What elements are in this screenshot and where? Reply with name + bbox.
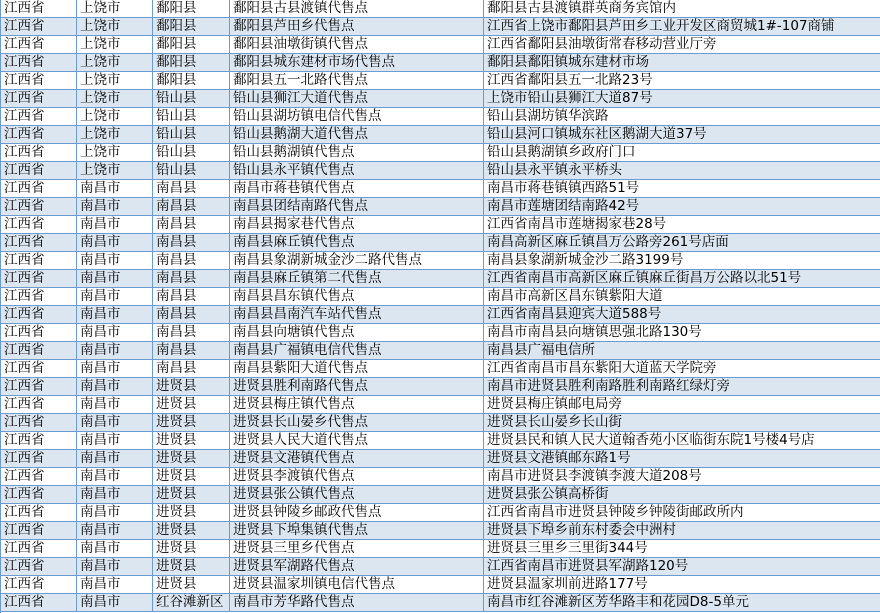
- table-row: [1, 144, 880, 162]
- cell-province[interactable]: 江西省: [1, 270, 77, 288]
- table-row: [1, 432, 880, 450]
- cell-county[interactable]: 进贤县: [153, 558, 230, 576]
- cell-city[interactable]: 上饶市: [77, 90, 153, 108]
- cell-county[interactable]: 南昌县: [153, 324, 230, 342]
- cell-county[interactable]: 进贤县: [153, 414, 230, 432]
- cell-city[interactable]: 南昌市: [77, 450, 153, 468]
- cell-city[interactable]: 南昌市: [77, 594, 153, 612]
- cell-address[interactable]: 江西省南昌市进贤县钟陵乡钟陵街邮政所内: [484, 504, 880, 522]
- cell-outlet[interactable]: 鄱阳县芦田乡代售点: [230, 18, 484, 36]
- table-row: [1, 558, 880, 576]
- cell-city[interactable]: 南昌市: [77, 360, 153, 378]
- cell-province[interactable]: 江西省: [1, 198, 77, 216]
- cell-outlet[interactable]: 鄱阳县五一北路代售点: [230, 72, 484, 90]
- cell-address[interactable]: 江西省上饶市鄱阳县芦田乡工业开发区商贸城1#-107商铺: [484, 18, 880, 36]
- table-row: [1, 72, 880, 90]
- cell-outlet[interactable]: 进贤县文港镇代售点: [230, 450, 484, 468]
- cell-county[interactable]: 鄱阳县: [153, 0, 230, 18]
- cell-province[interactable]: 江西省: [1, 0, 77, 18]
- cell-province[interactable]: 江西省: [1, 18, 77, 36]
- cell-address[interactable]: 鄱阳县古县渡镇群英商务宾馆内: [484, 0, 880, 18]
- cell-outlet[interactable]: 铅山县鹅湖大道代售点: [230, 126, 484, 144]
- cell-outlet[interactable]: 铅山县永平镇代售点: [230, 162, 484, 180]
- cell-outlet[interactable]: 南昌县广福镇电信代售点: [230, 342, 484, 360]
- cell-address[interactable]: 南昌县象湖新城金沙二路3199号: [484, 252, 880, 270]
- cell-county[interactable]: 南昌县: [153, 252, 230, 270]
- cell-city[interactable]: 南昌市: [77, 432, 153, 450]
- cell-city[interactable]: 上饶市: [77, 0, 153, 18]
- table-row: [1, 414, 880, 432]
- cell-city[interactable]: 南昌市: [77, 576, 153, 594]
- cell-province[interactable]: 江西省: [1, 396, 77, 414]
- cell-county[interactable]: 鄱阳县: [153, 18, 230, 36]
- cell-outlet[interactable]: 铅山县鹅湖镇代售点: [230, 144, 484, 162]
- cell-address[interactable]: 江西省南昌市昌东紫阳大道蓝天学院旁: [484, 360, 880, 378]
- table-row: [1, 306, 880, 324]
- cell-outlet[interactable]: 进贤县李渡镇代售点: [230, 468, 484, 486]
- table-row: [1, 216, 880, 234]
- table-row: [1, 270, 880, 288]
- cell-province[interactable]: 江西省: [1, 36, 77, 54]
- cell-outlet[interactable]: 南昌县紫阳大道代售点: [230, 360, 484, 378]
- cell-province[interactable]: 江西省: [1, 360, 77, 378]
- table-row: [1, 576, 880, 594]
- table-row: [1, 90, 880, 108]
- cell-address[interactable]: 进贤县下埠乡前东村委会中洲村: [484, 522, 880, 540]
- cell-city[interactable]: 南昌市: [77, 558, 153, 576]
- cell-outlet[interactable]: 南昌县昌东镇代售点: [230, 288, 484, 306]
- cell-address[interactable]: 铅山县河口镇城东社区鹅湖大道37号: [484, 126, 880, 144]
- table-row: [1, 540, 880, 558]
- cell-city[interactable]: 南昌市: [77, 522, 153, 540]
- table-row: [1, 54, 880, 72]
- cell-province[interactable]: 江西省: [1, 234, 77, 252]
- cell-outlet[interactable]: 进贤县人民大道代售点: [230, 432, 484, 450]
- cell-county[interactable]: 南昌县: [153, 270, 230, 288]
- cell-city[interactable]: 南昌市: [77, 378, 153, 396]
- cell-county[interactable]: 进贤县: [153, 576, 230, 594]
- table-row: [1, 0, 880, 18]
- cell-city[interactable]: 南昌市: [77, 396, 153, 414]
- cell-address[interactable]: 铅山县永平镇永平桥头: [484, 162, 880, 180]
- cell-province[interactable]: 江西省: [1, 540, 77, 558]
- cell-address[interactable]: 江西省南昌市高新区麻丘镇麻丘街昌万公路以北51号: [484, 270, 880, 288]
- table-row: [1, 198, 880, 216]
- cell-address[interactable]: 江西省鄱阳县五一北路23号: [484, 72, 880, 90]
- cell-city[interactable]: 南昌市: [77, 234, 153, 252]
- table-row: [1, 504, 880, 522]
- cell-address[interactable]: 进贤县张公镇高桥街: [484, 486, 880, 504]
- cell-outlet[interactable]: 南昌县昌南汽车站代售点: [230, 306, 484, 324]
- table-row: [1, 594, 880, 612]
- cell-city[interactable]: 南昌市: [77, 288, 153, 306]
- table-row: [1, 396, 880, 414]
- cell-province[interactable]: 江西省: [1, 288, 77, 306]
- table-row: [1, 180, 880, 198]
- cell-province[interactable]: 江西省: [1, 162, 77, 180]
- cell-county[interactable]: 进贤县: [153, 396, 230, 414]
- cell-county[interactable]: 鄱阳县: [153, 72, 230, 90]
- cell-province[interactable]: 江西省: [1, 450, 77, 468]
- cell-province[interactable]: 江西省: [1, 432, 77, 450]
- cell-province[interactable]: 江西省: [1, 378, 77, 396]
- cell-city[interactable]: 南昌市: [77, 342, 153, 360]
- cell-address[interactable]: 南昌市莲塘团结南路42号: [484, 198, 880, 216]
- cell-county[interactable]: 南昌县: [153, 234, 230, 252]
- cell-address[interactable]: 进贤县长山晏乡长山街: [484, 414, 880, 432]
- cell-city[interactable]: 南昌市: [77, 324, 153, 342]
- table-row: [1, 36, 880, 54]
- cell-outlet[interactable]: 铅山县狮江大道代售点: [230, 90, 484, 108]
- cell-city[interactable]: 南昌市: [77, 414, 153, 432]
- cell-outlet[interactable]: 南昌县向塘镇代售点: [230, 324, 484, 342]
- cell-province[interactable]: 江西省: [1, 180, 77, 198]
- cell-outlet[interactable]: 南昌市蒋巷镇代售点: [230, 180, 484, 198]
- cell-county[interactable]: 红谷滩新区: [153, 594, 230, 612]
- table-row: [1, 378, 880, 396]
- cell-county[interactable]: 南昌县: [153, 306, 230, 324]
- cell-outlet[interactable]: 进贤县温家圳镇电信代售点: [230, 576, 484, 594]
- cell-city[interactable]: 南昌市: [77, 504, 153, 522]
- cell-city[interactable]: 南昌市: [77, 468, 153, 486]
- cell-outlet[interactable]: 进贤县下埠集镇代售点: [230, 522, 484, 540]
- cell-address[interactable]: 铅山县鹅湖镇乡政府门口: [484, 144, 880, 162]
- cell-county[interactable]: 铅山县: [153, 144, 230, 162]
- cell-outlet[interactable]: 南昌市芳华路代售点: [230, 594, 484, 612]
- cell-city[interactable]: 上饶市: [77, 108, 153, 126]
- cell-address[interactable]: 进贤县三里乡三里街344号: [484, 540, 880, 558]
- table-row: [1, 360, 880, 378]
- cell-city[interactable]: 南昌市: [77, 270, 153, 288]
- cell-province[interactable]: 江西省: [1, 252, 77, 270]
- cell-county[interactable]: 南昌县: [153, 216, 230, 234]
- table-row: [1, 252, 880, 270]
- cell-outlet[interactable]: 鄱阳县油墩街镇代售点: [230, 36, 484, 54]
- cell-county[interactable]: 鄱阳县: [153, 36, 230, 54]
- cell-address[interactable]: 南昌市进贤县胜利南路胜利南路红绿灯旁: [484, 378, 880, 396]
- table-row: [1, 108, 880, 126]
- cell-county[interactable]: 进贤县: [153, 432, 230, 450]
- cell-county[interactable]: 鄱阳县: [153, 54, 230, 72]
- table-row: [1, 342, 880, 360]
- cell-city[interactable]: 南昌市: [77, 540, 153, 558]
- cell-province[interactable]: 江西省: [1, 216, 77, 234]
- cell-address[interactable]: 南昌市进贤县李渡镇李渡大道208号: [484, 468, 880, 486]
- cell-county[interactable]: 进贤县: [153, 450, 230, 468]
- table-row: [1, 486, 880, 504]
- cell-address[interactable]: 进贤县温家圳前进路177号: [484, 576, 880, 594]
- cell-address[interactable]: 南昌高新区麻丘镇昌万公路旁261号店面: [484, 234, 880, 252]
- cell-address[interactable]: 上饶市铅山县狮江大道87号: [484, 90, 880, 108]
- cell-province[interactable]: 江西省: [1, 342, 77, 360]
- cell-outlet[interactable]: 进贤县军湖路代售点: [230, 558, 484, 576]
- table-row: [1, 288, 880, 306]
- cell-address[interactable]: 江西省南昌县迎宾大道588号: [484, 306, 880, 324]
- cell-outlet[interactable]: 南昌县麻丘镇第二代售点: [230, 270, 484, 288]
- cell-county[interactable]: 进贤县: [153, 468, 230, 486]
- cell-province[interactable]: 江西省: [1, 306, 77, 324]
- table-row: [1, 234, 880, 252]
- cell-outlet[interactable]: 进贤县钟陵乡邮政代售点: [230, 504, 484, 522]
- cell-address[interactable]: 南昌县广福电信所: [484, 342, 880, 360]
- cell-outlet[interactable]: 进贤县梅庄镇代售点: [230, 396, 484, 414]
- table-row: [1, 468, 880, 486]
- cell-province[interactable]: 江西省: [1, 522, 77, 540]
- cell-province[interactable]: 江西省: [1, 594, 77, 612]
- cell-address[interactable]: 进贤县文港镇邮东路1号: [484, 450, 880, 468]
- cell-outlet[interactable]: 进贤县胜利南路代售点: [230, 378, 484, 396]
- cell-city[interactable]: 南昌市: [77, 198, 153, 216]
- table-row: [1, 450, 880, 468]
- cell-outlet[interactable]: 鄱阳县城东建材市场代售点: [230, 54, 484, 72]
- cell-address[interactable]: 南昌市红谷滩新区芳华路丰和花园D8-5单元: [484, 594, 880, 612]
- cell-outlet[interactable]: 南昌县揭家巷代售点: [230, 216, 484, 234]
- table-row: [1, 126, 880, 144]
- cell-province[interactable]: 江西省: [1, 90, 77, 108]
- cell-county[interactable]: 进贤县: [153, 540, 230, 558]
- cell-outlet[interactable]: 南昌县团结南路代售点: [230, 198, 484, 216]
- cell-county[interactable]: 进贤县: [153, 378, 230, 396]
- cell-city[interactable]: 上饶市: [77, 54, 153, 72]
- cell-address[interactable]: 鄱阳县鄱阳镇城东建材市场: [484, 54, 880, 72]
- cell-county[interactable]: 南昌县: [153, 360, 230, 378]
- cell-county[interactable]: 进贤县: [153, 522, 230, 540]
- cell-county[interactable]: 南昌县: [153, 180, 230, 198]
- cell-address[interactable]: 江西省南昌市莲塘揭家巷28号: [484, 216, 880, 234]
- cell-outlet[interactable]: 铅山县湖坊镇电信代售点: [230, 108, 484, 126]
- cell-county[interactable]: 铅山县: [153, 162, 230, 180]
- cell-address[interactable]: 江西省南昌市进贤县军湖路120号: [484, 558, 880, 576]
- cell-outlet[interactable]: 鄱阳县古县渡镇代售点: [230, 0, 484, 18]
- cell-city[interactable]: 南昌市: [77, 306, 153, 324]
- cell-outlet[interactable]: 南昌县麻丘镇代售点: [230, 234, 484, 252]
- cell-address[interactable]: 进贤县民和镇人民大道翰香苑小区临街东院1号楼4号店: [484, 432, 880, 450]
- cell-city[interactable]: 上饶市: [77, 144, 153, 162]
- cell-city[interactable]: 南昌市: [77, 216, 153, 234]
- cell-city[interactable]: 南昌市: [77, 180, 153, 198]
- cell-county[interactable]: 铅山县: [153, 126, 230, 144]
- table-row: [1, 324, 880, 342]
- cell-province[interactable]: 江西省: [1, 144, 77, 162]
- table-row: [1, 522, 880, 540]
- table-row: [1, 162, 880, 180]
- cell-address[interactable]: 南昌市南昌县向塘镇思强北路130号: [484, 324, 880, 342]
- cell-county[interactable]: 南昌县: [153, 342, 230, 360]
- cell-outlet[interactable]: 进贤县三里乡代售点: [230, 540, 484, 558]
- cell-county[interactable]: 铅山县: [153, 108, 230, 126]
- cell-city[interactable]: 南昌市: [77, 252, 153, 270]
- cell-address[interactable]: 南昌市高新区昌东镇紫阳大道: [484, 288, 880, 306]
- cell-county[interactable]: 南昌县: [153, 288, 230, 306]
- cell-city[interactable]: 上饶市: [77, 72, 153, 90]
- cell-province[interactable]: 江西省: [1, 576, 77, 594]
- cell-city[interactable]: 上饶市: [77, 126, 153, 144]
- cell-city[interactable]: 上饶市: [77, 162, 153, 180]
- cell-province[interactable]: 江西省: [1, 126, 77, 144]
- cell-province[interactable]: 江西省: [1, 504, 77, 522]
- cell-county[interactable]: 进贤县: [153, 504, 230, 522]
- cell-city[interactable]: 上饶市: [77, 36, 153, 54]
- cell-county[interactable]: 铅山县: [153, 90, 230, 108]
- cell-province[interactable]: 江西省: [1, 324, 77, 342]
- cell-county[interactable]: 南昌县: [153, 198, 230, 216]
- cell-address[interactable]: 南昌市蒋巷镇镇西路51号: [484, 180, 880, 198]
- cell-province[interactable]: 江西省: [1, 72, 77, 90]
- cell-address[interactable]: 铅山县湖坊镇华滨路: [484, 108, 880, 126]
- table-row: [1, 18, 880, 36]
- cell-outlet[interactable]: 南昌县象湖新城金沙二路代售点: [230, 252, 484, 270]
- cell-outlet[interactable]: 进贤县长山晏乡代售点: [230, 414, 484, 432]
- cell-city[interactable]: 上饶市: [77, 18, 153, 36]
- cell-province[interactable]: 江西省: [1, 54, 77, 72]
- cell-city[interactable]: 南昌市: [77, 486, 153, 504]
- cell-province[interactable]: 江西省: [1, 468, 77, 486]
- cell-address[interactable]: 进贤县梅庄镇邮电局旁: [484, 396, 880, 414]
- cell-province[interactable]: 江西省: [1, 108, 77, 126]
- cell-province[interactable]: 江西省: [1, 558, 77, 576]
- cell-province[interactable]: 江西省: [1, 486, 77, 504]
- cell-county[interactable]: 进贤县: [153, 486, 230, 504]
- cell-address[interactable]: 江西省鄱阳县油墩街常春移动营业厅旁: [484, 36, 880, 54]
- cell-outlet[interactable]: 进贤县张公镇代售点: [230, 486, 484, 504]
- cell-province[interactable]: 江西省: [1, 414, 77, 432]
